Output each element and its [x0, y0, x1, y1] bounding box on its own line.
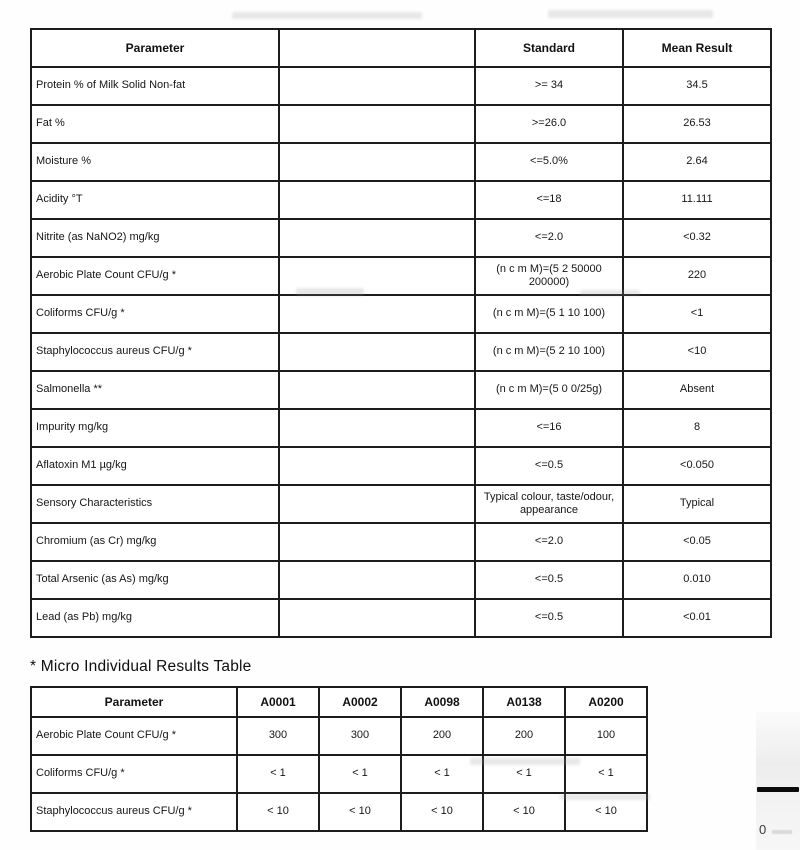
standard-cell: <=2.0: [475, 523, 623, 561]
result-cell: 34.5: [623, 67, 771, 105]
value-cell: 200: [483, 717, 565, 755]
micro-col-header-sample: A0200: [565, 687, 647, 717]
value-cell: < 1: [401, 755, 483, 793]
standard-cell: <=0.5: [475, 599, 623, 637]
parameter-cell: Aflatoxin M1 µg/kg: [31, 447, 279, 485]
parameter-cell: Lead (as Pb) mg/kg: [31, 599, 279, 637]
parameter-cell: Aerobic Plate Count CFU/g *: [31, 257, 279, 295]
standard-cell: <=18: [475, 181, 623, 219]
blank-cell: [279, 409, 475, 447]
table-row: [31, 219, 771, 257]
value-cell: < 1: [483, 755, 565, 793]
parameter-cell: Moisture %: [31, 143, 279, 181]
micro-col-header-sample: A0138: [483, 687, 565, 717]
parameter-cell: Chromium (as Cr) mg/kg: [31, 523, 279, 561]
blank-cell: [279, 295, 475, 333]
standard-cell: Typical colour, taste/odour, appearance: [475, 485, 623, 523]
blank-cell: [279, 371, 475, 409]
result-cell: 0.010: [623, 561, 771, 599]
blank-cell: [279, 523, 475, 561]
parameter-cell: Impurity mg/kg: [31, 409, 279, 447]
table-row: [31, 561, 771, 599]
parameter-cell: Coliforms CFU/g *: [31, 755, 237, 793]
result-cell: <0.01: [623, 599, 771, 637]
table-row: [31, 67, 771, 105]
result-cell: <1: [623, 295, 771, 333]
micro-col-header-parameter: Parameter: [31, 687, 237, 717]
table-row: [31, 523, 771, 561]
value-cell: < 10: [237, 793, 319, 831]
parameter-cell: Protein % of Milk Solid Non-fat: [31, 67, 279, 105]
blank-cell: [279, 219, 475, 257]
standard-cell: (n c m M)=(5 2 50000 200000): [475, 257, 623, 295]
parameter-cell: Acidity °T: [31, 181, 279, 219]
blank-cell: [279, 599, 475, 637]
micro-individual-results-table: [30, 686, 648, 832]
col-header-parameter: Parameter: [31, 29, 279, 67]
micro-table-header-row: [31, 687, 647, 717]
parameter-cell: Total Arsenic (as As) mg/kg: [31, 561, 279, 599]
table-row: [31, 409, 771, 447]
parameter-cell: Aerobic Plate Count CFU/g *: [31, 717, 237, 755]
table-row: [31, 447, 771, 485]
parameter-cell: Staphylococcus aureus CFU/g *: [31, 333, 279, 371]
micro-col-header-sample: A0098: [401, 687, 483, 717]
value-cell: < 10: [401, 793, 483, 831]
result-cell: <10: [623, 333, 771, 371]
value-cell: < 10: [483, 793, 565, 831]
standard-cell: (n c m M)=(5 1 10 100): [475, 295, 623, 333]
standard-cell: <=16: [475, 409, 623, 447]
scan-artifact: [232, 12, 422, 19]
standard-cell: <=2.0: [475, 219, 623, 257]
value-cell: 300: [319, 717, 401, 755]
value-cell: 200: [401, 717, 483, 755]
table-row: [31, 105, 771, 143]
standard-cell: <=0.5: [475, 561, 623, 599]
result-cell: <0.050: [623, 447, 771, 485]
blank-cell: [279, 143, 475, 181]
value-cell: < 1: [565, 755, 647, 793]
blank-cell: [279, 561, 475, 599]
blank-cell: [279, 447, 475, 485]
parameter-cell: Nitrite (as NaNO2) mg/kg: [31, 219, 279, 257]
result-cell: <0.32: [623, 219, 771, 257]
micro-table-row: [31, 793, 647, 831]
standard-cell: <=5.0%: [475, 143, 623, 181]
table-row: [31, 333, 771, 371]
standard-cell: (n c m M)=(5 2 10 100): [475, 333, 623, 371]
corner-dots-artifact: [772, 830, 792, 834]
result-cell: Typical: [623, 485, 771, 523]
table-row: [31, 371, 771, 409]
result-cell: <0.05: [623, 523, 771, 561]
page-edge-bar-artifact: [757, 787, 799, 792]
standard-cell: >=26.0: [475, 105, 623, 143]
result-cell: 26.53: [623, 105, 771, 143]
result-cell: 8: [623, 409, 771, 447]
corner-mark-artifact: 0: [759, 822, 767, 837]
result-cell: 2.64: [623, 143, 771, 181]
micro-results-title: * Micro Individual Results Table: [30, 658, 252, 675]
standard-cell: <=0.5: [475, 447, 623, 485]
value-cell: < 1: [319, 755, 401, 793]
parameter-cell: Sensory Characteristics: [31, 485, 279, 523]
blank-cell: [279, 333, 475, 371]
table-header-row: [31, 29, 771, 67]
value-cell: 300: [237, 717, 319, 755]
table-row: [31, 143, 771, 181]
result-cell: 220: [623, 257, 771, 295]
blank-cell: [279, 485, 475, 523]
micro-table-row: [31, 755, 647, 793]
analysis-results-table: [30, 28, 772, 638]
value-cell: < 10: [565, 793, 647, 831]
table-row: [31, 485, 771, 523]
table-row: [31, 181, 771, 219]
parameter-cell: Fat %: [31, 105, 279, 143]
result-cell: Absent: [623, 371, 771, 409]
blank-cell: [279, 181, 475, 219]
col-header-standard: Standard: [475, 29, 623, 67]
standard-cell: >= 34: [475, 67, 623, 105]
scan-artifact: [548, 10, 713, 18]
parameter-cell: Salmonella **: [31, 371, 279, 409]
value-cell: < 1: [237, 755, 319, 793]
micro-table-row: [31, 717, 647, 755]
col-header-blank: [279, 29, 475, 67]
blank-cell: [279, 105, 475, 143]
table-row: [31, 599, 771, 637]
standard-cell: (n c m M)=(5 0 0/25g): [475, 371, 623, 409]
parameter-cell: Coliforms CFU/g *: [31, 295, 279, 333]
blank-cell: [279, 67, 475, 105]
value-cell: 100: [565, 717, 647, 755]
blank-cell: [279, 257, 475, 295]
parameter-cell: Staphylococcus aureus CFU/g *: [31, 793, 237, 831]
micro-col-header-sample: A0002: [319, 687, 401, 717]
col-header-mean-result: Mean Result: [623, 29, 771, 67]
result-cell: 11.111: [623, 181, 771, 219]
value-cell: < 10: [319, 793, 401, 831]
micro-col-header-sample: A0001: [237, 687, 319, 717]
table-row: [31, 257, 771, 295]
table-row: [31, 295, 771, 333]
